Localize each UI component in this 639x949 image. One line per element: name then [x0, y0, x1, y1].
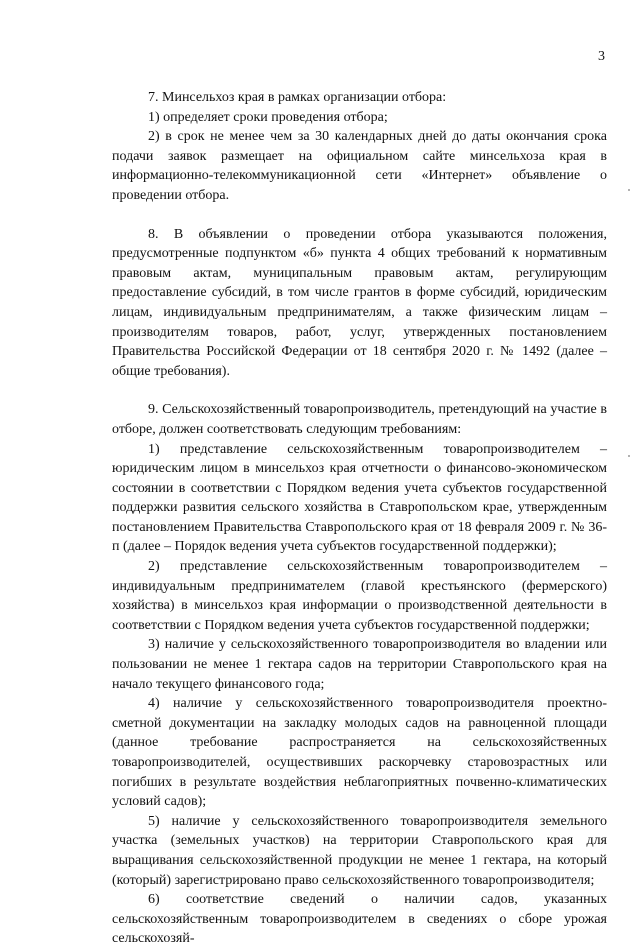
scan-speck [628, 189, 630, 191]
document-body [112, 88, 607, 949]
page-number: 3 [598, 49, 605, 64]
paragraph-9-item-6: 6) соответствие сведений о наличии садов, указанных сельскохозяйственным товаропроизводителем в сведениях о сборе урожая сельскохозяй- [112, 892, 607, 947]
paragraph-9-item-1: 1) представление сельскохозяйственным товаропроизводителем – юридическим лицом в минсельхоз края отчетности о финансово-экономическом состоянии в соответствии с Порядком ведения учета субъектов государственной поддержки развития сельского хозяйства в Ставропольском крае, утвержденным постановлением Правительства Ставропольского края от 18 февраля 2009 г. № 36-п (далее – Порядок ведения учета субъектов государственной поддержки); [112, 441, 607, 555]
paragraph-7-item-2: 2) в срок не менее чем за 30 календарных дней до даты окончания срока подачи заявок размещает на официальном сайте минсельхоза края в информационно-телекоммуникационной сети «Интернет» объявление о проведении отбора. [112, 129, 607, 203]
paragraph-9-item-3: 3) наличие у сельскохозяйственного товаропроизводителя во владении или пользовании не менее 1 гектара садов на территории Ставропольского края на начало текущего финансового года; [112, 637, 607, 692]
paragraph-7-item-1: 1) определяет сроки проведения отбора; [148, 109, 388, 125]
paragraph-8: 8. В объявлении о проведении отбора указываются положения, предусмотренные подпунктом «б» пункта 4 общих требований к нормативным правовым актам, муниципальным правовым актам, регулирующим предоставление субсидий, в том числе грантов в форме субсидий, юридическим лицам, индивидуальным предпринимателям, а также физическим лицам – производителям товаров, работ, услуг, утвержденных постановлением Правительства Российской Федерации от 18 сентября 2020 г. № 1492 (далее – общие требования). [112, 226, 607, 379]
paragraph-9-item-4: 4) наличие у сельскохозяйственного товаропроизводителя проектно-сметной документации на закладку молодых садов на равноценной площади (данное требование распространяется на сельскохозяйственных товаропроизводителей, осуществивших раскорчевку старовозрастных или погибших в результате воздействия неблагоприятных почвенно-климатических условий садов); [112, 696, 607, 810]
paragraph-9-item-2: 2) представление сельскохозяйственным товаропроизводителем – индивидуальным предпринимателем (главой крестьянского (фермерского) хозяйства) в минсельхоз края информации о производственной деятельности в соответствии с Порядком ведения учета субъектов государственной поддержки; [112, 559, 607, 633]
paragraph-9-item-5: 5) наличие у сельскохозяйственного товаропроизводителя земельного участка (земельных участков) на территории Ставропольского края для выращивания сельскохозяйственной продукции не менее 1 гектара, на который (который) зарегистрировано право сельскохозяйственного товаропроизводителя; [112, 813, 607, 888]
paragraph-7: 7. Минсельхоз края в рамках организации отбора: [148, 90, 447, 105]
paragraph-9: 9. Сельскохозяйственный товаропроизводитель, претендующий на участие в отборе, должен соответствовать следующим требованиям: [112, 402, 607, 437]
scan-speck [628, 455, 630, 457]
